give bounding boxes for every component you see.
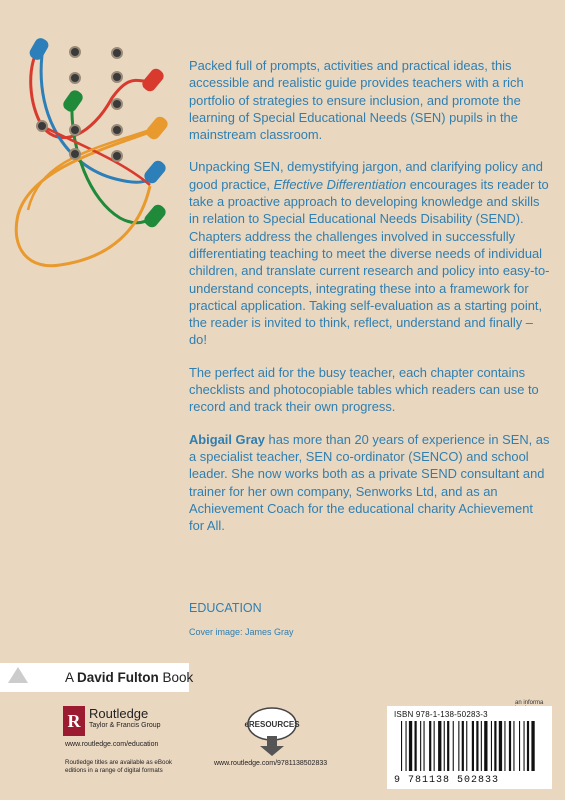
barcode-digits: 9 781138 502833 <box>394 775 500 786</box>
book-title: Effective Differentiation <box>273 176 407 192</box>
green-plug <box>61 88 85 114</box>
blurb <box>189 57 551 549</box>
barcode <box>399 721 544 773</box>
subject-category: EDUCATION <box>189 601 262 615</box>
imprint-label: A David Fulton Book <box>65 670 194 685</box>
routledge-logo-icon: R <box>63 706 85 736</box>
informa-label: an informa <box>515 700 544 706</box>
blurb-paragraph-3: The perfect aid for the busy teacher, each chapter contains checklists and photocopiable tables which readers can use to record and track their own progress. <box>189 364 539 415</box>
publisher-group: Taylor & Francis Group <box>89 722 161 729</box>
green-plug-2 <box>142 202 168 229</box>
eresources-icon <box>232 706 312 758</box>
eresources-url[interactable]: www.routledge.com/9781138502833 <box>214 760 328 767</box>
publisher-url[interactable]: www.routledge.com/education <box>65 741 159 748</box>
svg-text:eRESOURCES: eRESOURCES <box>244 720 300 729</box>
cover-credit: Cover image: James Gray <box>189 627 294 637</box>
author-bio: Abigail Gray has more than 20 years of experience in SEN, as a specialist teacher, SEN co-ordinator (SENCO) and school leader. She now works both as a private SEND consultant and trainer for her own company, Senworks Ltd, and as an Achievement Coach for the educational charity Achievement for All. <box>189 431 550 534</box>
blue-plug <box>27 36 50 62</box>
ebook-note: Routledge titles are available as eBook editions in a range of digital formats <box>65 759 172 774</box>
isbn-label: ISBN 978-1-138-50283-3 <box>394 710 488 719</box>
imprint-triangle-icon <box>8 667 28 683</box>
blurb-paragraph-1: Packed full of prompts, activities and practical ideas, this accessible and realistic guide provides teachers with a rich portfolio of strategies to ensure inclusion, and promote the learning of Special Educational Needs (SEN) pupils in the mainstream classroom. <box>189 58 524 143</box>
cover-artwork <box>0 0 185 300</box>
author-name: Abigail Gray <box>189 431 265 447</box>
orange-plug <box>144 114 170 141</box>
publisher-name: Routledge <box>89 706 149 721</box>
blurb-paragraph-2: Unpacking SEN, demystifying jargon, and clarifying policy and good practice, Effective Differentiation encourages its reader to take a proactive approach to developing knowledge and skills in relation to Special Educational Needs Disability (SEND). Chapters address the challenges involved in successfully differentiating teaching to meet the diverse needs of individual children, and translate current research and policy into easy-to-understand concepts, integrating these into a framework for practical application. Taking self-evaluation as a starting point, the reader is invited to think, reflect, understand and finally – do! <box>189 159 550 348</box>
